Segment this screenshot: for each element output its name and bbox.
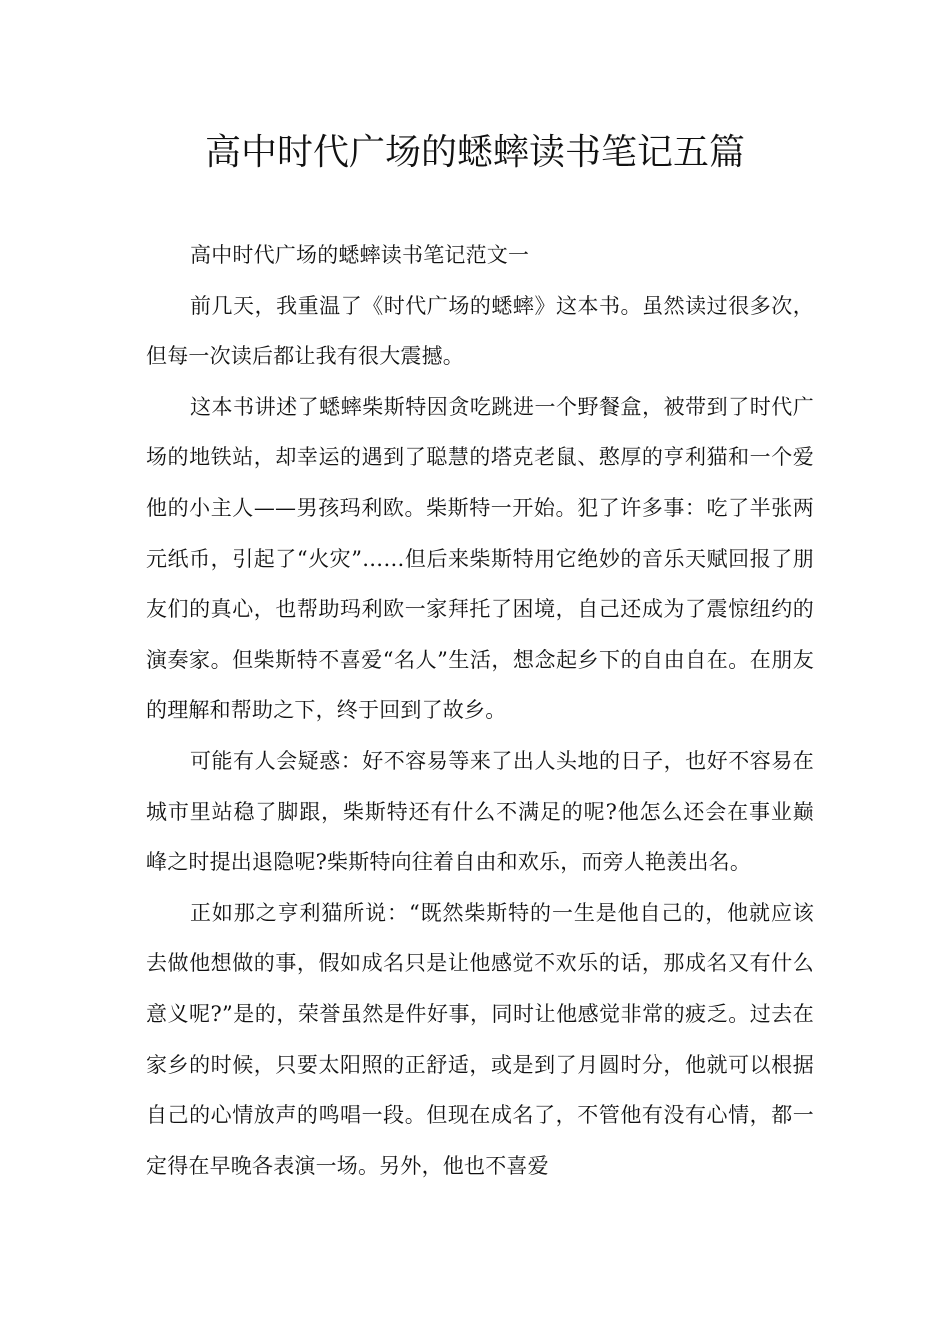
paragraph: 这本书讲述了蟋蟀柴斯特因贪吃跳进一个野餐盒，被带到了时代广场的地铁站，却幸运的遇到了聪慧的塔克老鼠、憨厚的亨利猫和一个爱他的小主人——男孩玛利欧。柴斯特一开始。犯了许多事：吃了半张两元纸币，引起了“火灾”……但后来柴斯特用它绝妙的音乐天赋回报了朋友们的真心，也帮助玛利欧一家拜托了困境，自己还成为了震惊纽约的演奏家。但柴斯特不喜爱“名人”生活，想念起乡下的自由自在。在朋友的理解和帮助之下，终于回到了故乡。 (146, 394, 814, 723)
paragraph: 正如那之亨利猫所说：“既然柴斯特的一生是他自己的，他就应该去做他想做的事，假如成名只是让他感觉不欢乐的话，那成名又有什么意义呢?”是的，荣誉虽然是件好事，同时让他感觉非常的疲乏。过去在家乡的时候，只要太阳照的正舒适，或是到了月圆时分，他就可以根据自己的心情放声的鸣唱一段。但现在成名了，不管他有没有心情，都一定得在早晚各表演一场。另外，他也不喜爱 (146, 900, 814, 1178)
paragraph: 可能有人会疑惑：好不容易等来了出人头地的日子，也好不容易在城市里站稳了脚跟，柴斯特还有什么不满足的呢?他怎么还会在事业巅峰之时提出退隐呢?柴斯特向往着自由和欢乐，而旁人艳羡出名。 (146, 748, 814, 875)
document-body (146, 230, 814, 1191)
paragraph: 前几天，我重温了《时代广场的蟋蟀》这本书。虽然读过很多次，但每一次读后都让我有很大震撼。 (146, 293, 814, 369)
section-heading: 高中时代广场的蟋蟀读书笔记范文一 (190, 243, 530, 267)
document-title: 高中时代广场的蟋蟀读书笔记五篇 (204, 132, 745, 173)
